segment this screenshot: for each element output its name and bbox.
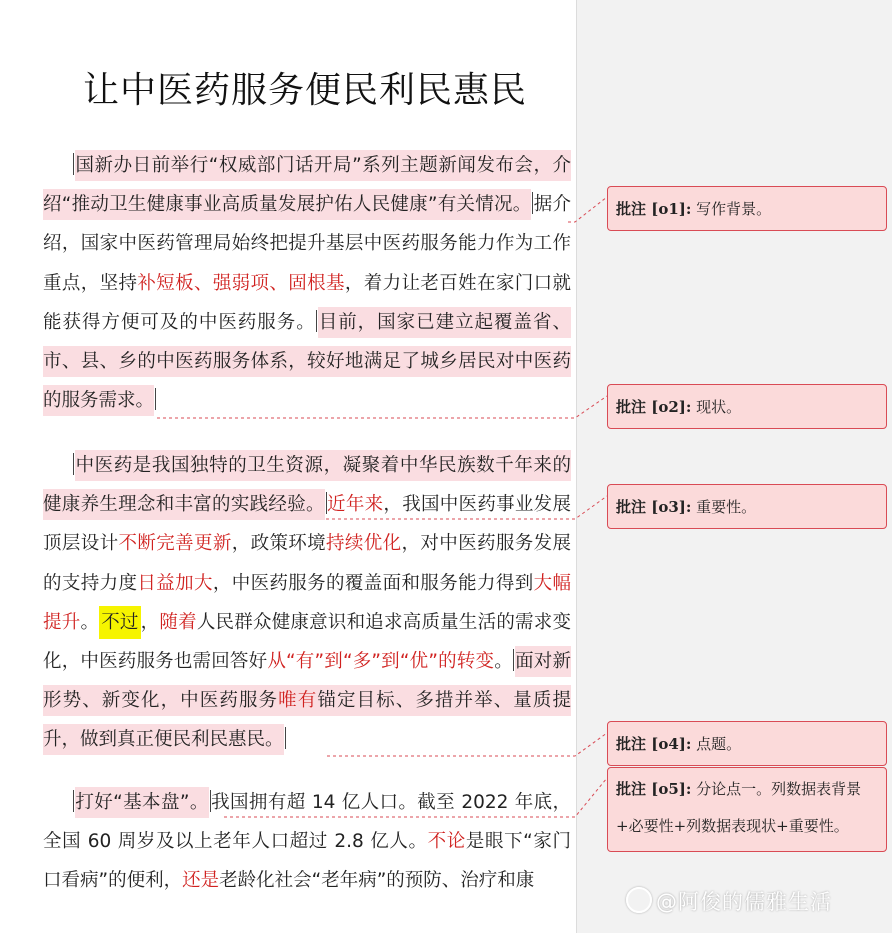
text-run: ， <box>140 611 160 633</box>
comment-anchor-start-o2 <box>316 310 317 332</box>
comment-label: 批注 [o3]: <box>616 498 692 516</box>
comment-anchor-start-o1 <box>73 153 74 175</box>
text-run: 锚定目标、多措并举、量质提升，做到真正便民利民惠民。 <box>43 690 571 751</box>
commented-text-o3[interactable]: 中医药是我国独特的卫生资源，凝聚着中华民族数千年来的健康养生理念和丰富的实践经验。 <box>43 450 571 520</box>
comment-balloon-o4[interactable] <box>607 721 887 766</box>
comment-balloon-o5[interactable] <box>607 767 887 852</box>
watermark-logo-icon <box>626 887 652 913</box>
paragraph-3 <box>43 783 571 901</box>
paragraph-2 <box>43 446 571 760</box>
text-run: 是眼下“家门口看病”的便利， <box>43 831 571 892</box>
text-run: 我国拥有超 14 亿人口。截至 2022 年底，全国 60 周岁及以上老年人口超过 2.8 亿人。 <box>43 792 571 853</box>
comment-label: 批注 [o5]: <box>616 780 692 798</box>
red-text-run: 近年来 <box>326 494 384 516</box>
comment-label: 批注 [o2]: <box>616 398 692 416</box>
text-run: 。 <box>80 611 100 633</box>
red-text-run: 补短板、强弱项、固根基 <box>137 272 345 294</box>
text-run: 面对新形势、新变化，中医药服务 <box>43 651 571 712</box>
text-run: 据介绍，国家中医药管理局始终把提升基层中医药服务能力作为工作重点，坚持 <box>43 194 571 294</box>
comment-text: 分论点一。列数据表背景+必要性+列数据表现状+重要性。 <box>616 780 862 835</box>
red-text-run: 从“有”到“多”到“优”的转变 <box>267 651 495 673</box>
red-text-run: 不论 <box>427 831 466 853</box>
comment-text: 写作背景。 <box>691 200 772 218</box>
red-text-run: 日益加大 <box>137 572 213 594</box>
comment-balloon-o3[interactable] <box>607 484 887 529</box>
commented-text-o5[interactable]: 打好“基本盘”。 <box>75 787 209 818</box>
red-text-run: 持续优化 <box>326 533 402 555</box>
comment-balloon-o2[interactable] <box>607 384 887 429</box>
text-run: ，中医药服务的覆盖面和服务能力得到 <box>212 572 534 594</box>
comment-text: 点题。 <box>691 735 742 753</box>
text-run: 人民群众健康意识和追求高质量生活的需求变化，中医药服务也需回答好 <box>43 611 571 673</box>
red-text-run: 唯有 <box>278 690 318 712</box>
watermark-text: @阿俊的儒雅生活 <box>656 890 832 914</box>
comment-anchor-start-o3 <box>73 453 74 475</box>
text-run: ，着力让老百姓在家门口就能获得方便可及的中医药服务。 <box>43 272 571 333</box>
yellow-highlight-run: 不过 <box>99 606 140 639</box>
red-text-run: 大幅提升 <box>43 572 571 633</box>
red-text-run: 不断完善更新 <box>118 533 232 555</box>
comment-label: 批注 [o1]: <box>616 200 692 218</box>
comment-label: 批注 [o4]: <box>616 735 692 753</box>
document-title: 让中医药服务便民利民惠民 <box>82 70 527 111</box>
comment-anchor-end-o2 <box>155 388 156 410</box>
comment-anchor-start-o5 <box>73 790 74 812</box>
commented-text-o1[interactable]: 国新办日前举行“权威部门话开局”系列主题新闻发布会，介绍“推动卫生健康事业高质量发展护佑人民健康”有关情况。 <box>43 150 571 220</box>
text-run: 老龄化社会“老年病”的预防、治疗和康 <box>219 870 535 892</box>
comment-anchor-start-o4 <box>513 649 514 671</box>
red-text-run: 随着 <box>159 611 197 633</box>
comment-balloon-o1[interactable] <box>607 186 887 231</box>
text-run: ，对中医药服务发展的支持力度 <box>43 533 571 594</box>
text-run: ，我国中医药事业发展顶层设计 <box>43 494 571 555</box>
commented-text-o2[interactable]: 目前，国家已建立起覆盖省、市、县、乡的中医药服务体系，较好地满足了城乡居民对中医药的服务需求。 <box>43 307 571 416</box>
watermark <box>626 886 832 916</box>
text-run: 。 <box>494 651 513 673</box>
paragraph-1 <box>43 146 571 420</box>
comment-text: 现状。 <box>691 398 742 416</box>
comment-text: 重要性。 <box>691 498 757 516</box>
comment-anchor-end-o4 <box>285 727 286 749</box>
red-text-run: 还是 <box>182 870 220 892</box>
text-run: ，政策环境 <box>231 533 327 555</box>
